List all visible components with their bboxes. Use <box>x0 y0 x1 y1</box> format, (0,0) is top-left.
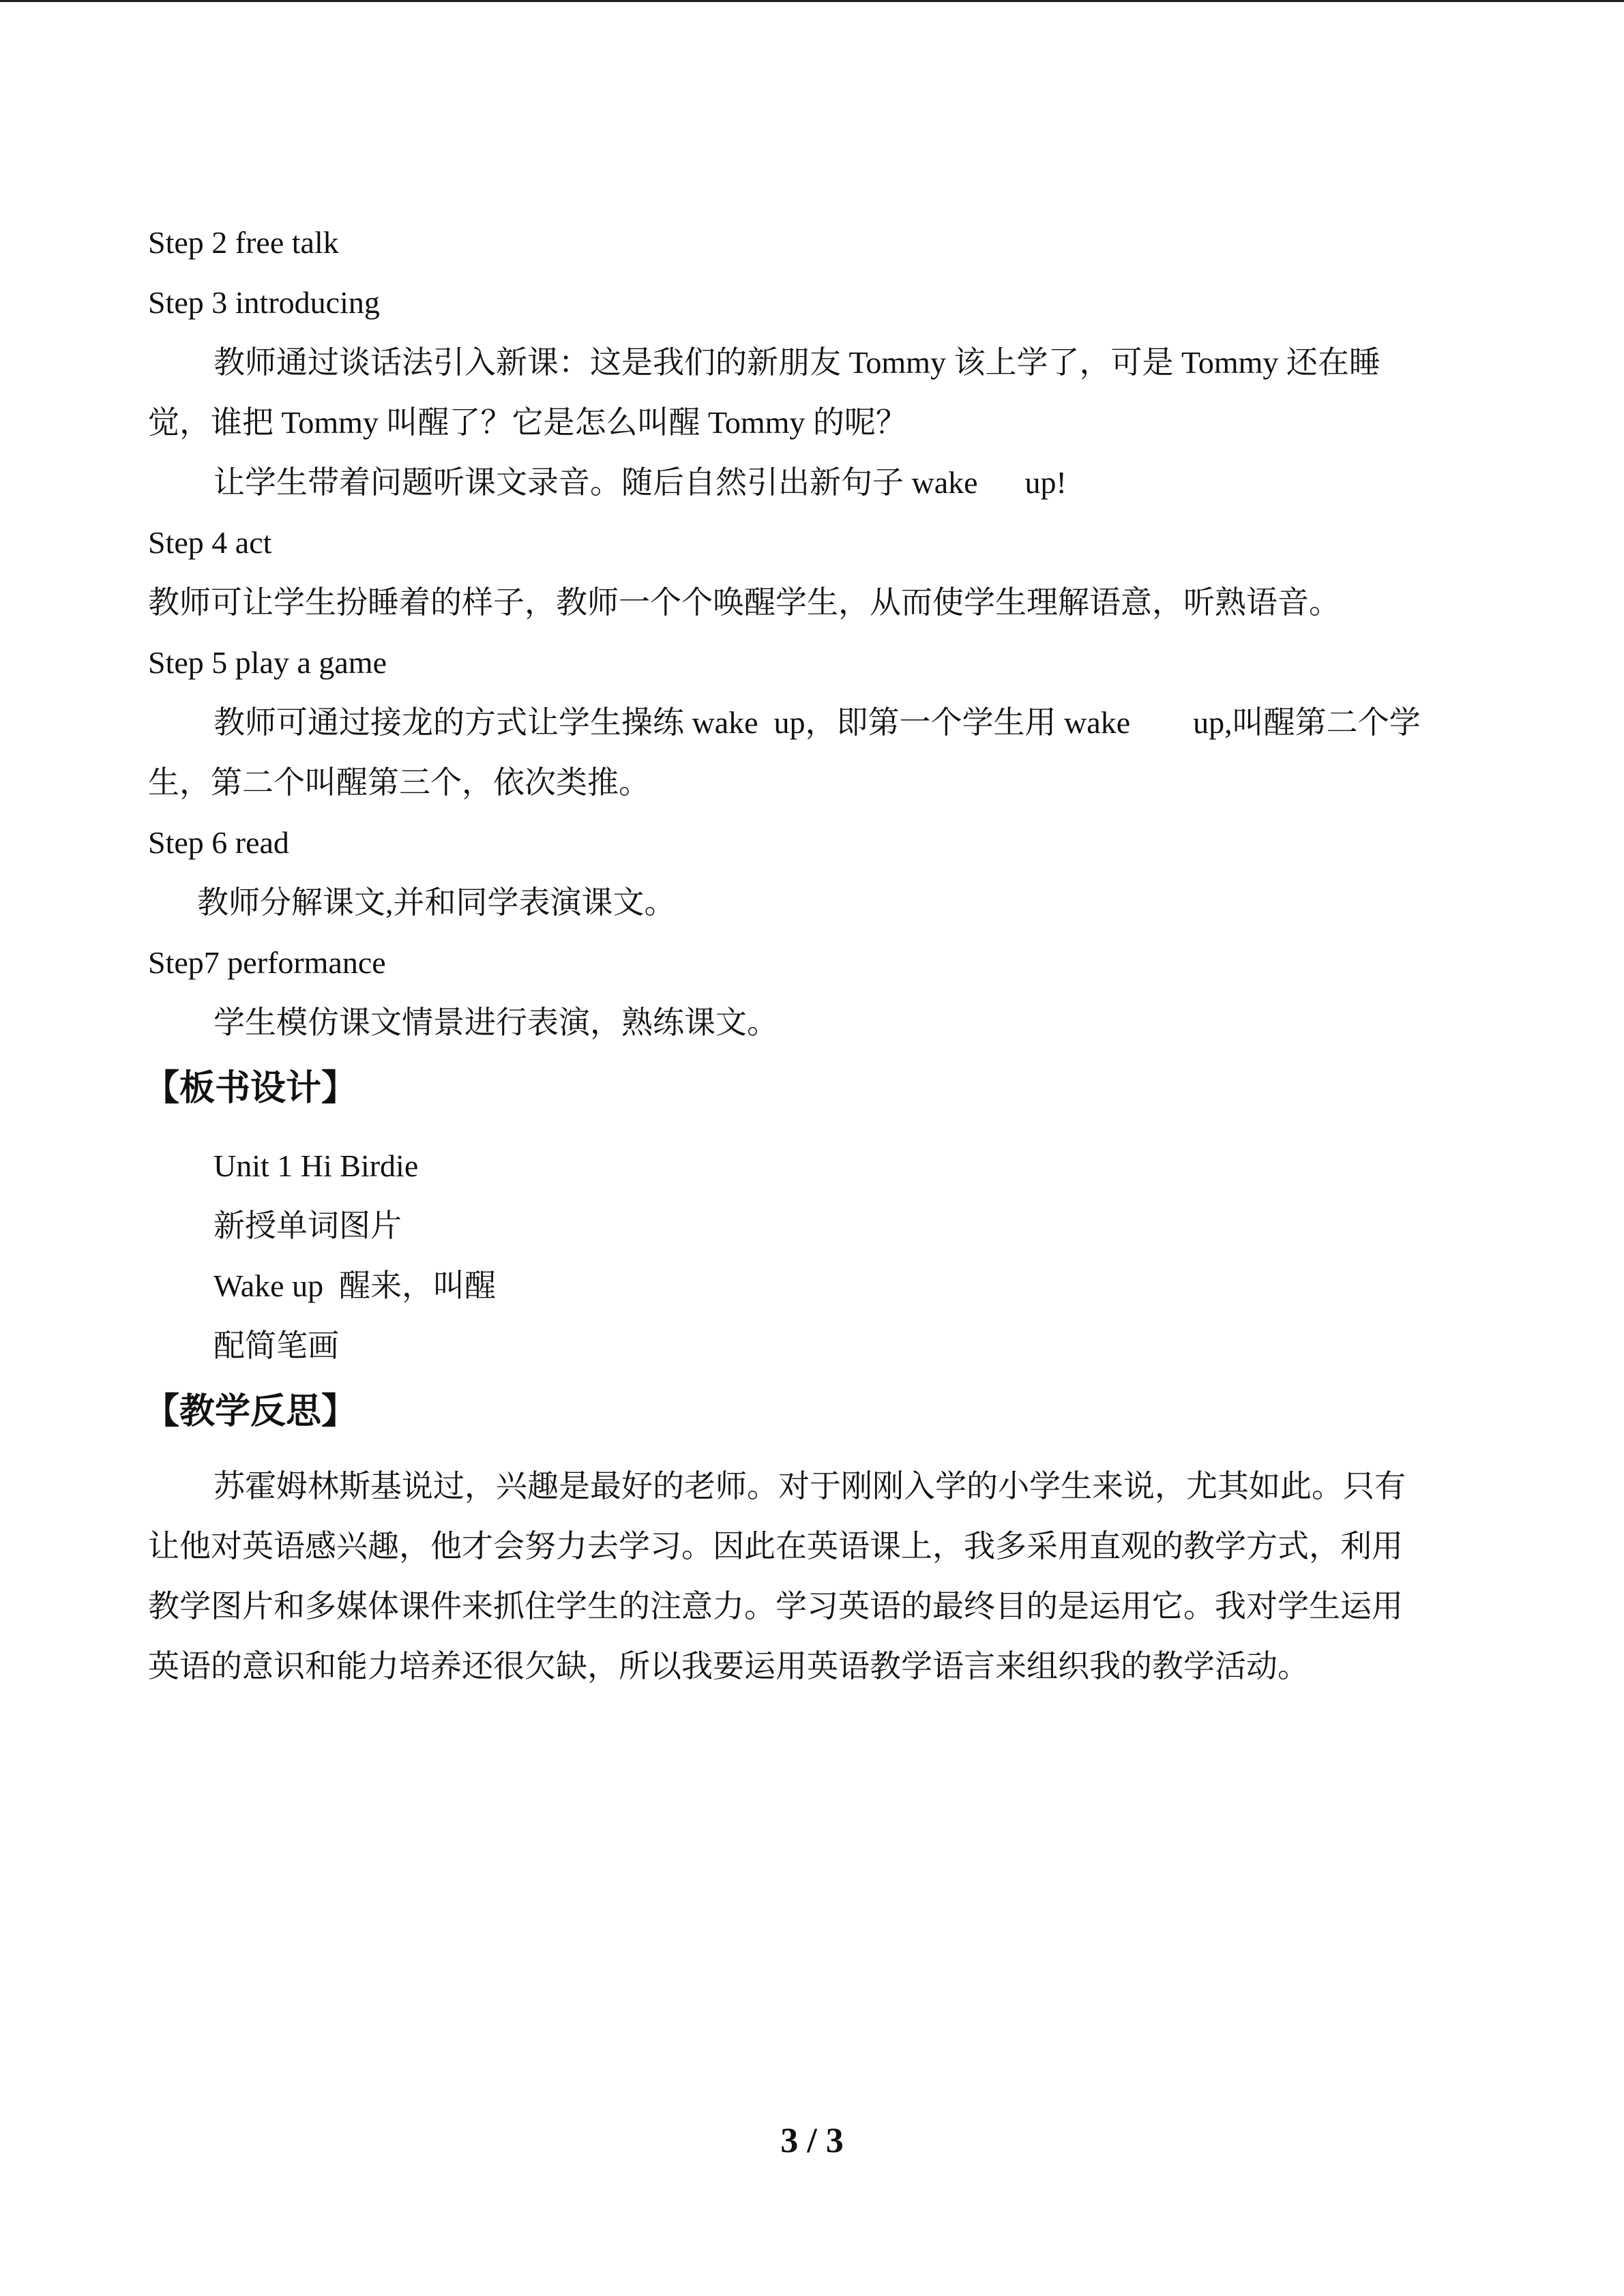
board-design-line2: 新授单词图片 <box>213 1208 402 1243</box>
reflection-line2: 让他对英语感兴趣，他才会努力去学习。因此在英语课上，我多采用直观的教学方式，利用 <box>148 1529 1403 1564</box>
reflection-line4: 英语的意识和能力培养还很欠缺，所以我要运用英语教学语言来组织我的教学活动。 <box>148 1649 1309 1684</box>
top-border-rule <box>0 0 1624 2</box>
step7-title: Step7 performance <box>148 945 386 980</box>
step6-paragraph: 教师分解课文,并和同学表演课文。 <box>197 885 676 920</box>
document-body <box>144 213 1485 1697</box>
step4-title: Step 4 act <box>148 525 272 560</box>
step3-paragraph-line1: 教师通过谈话法引入新课：这是我们的新朋友 Tommy 该上学了，可是 Tommy 还在睡 <box>213 345 1381 380</box>
step5-paragraph-line1: 教师可通过接龙的方式让学生操练 wake up，即第一个学生用 wake up,叫醒第二个学 <box>213 705 1421 740</box>
step3-paragraph-line2: 觉，谁把 Tommy 叫醒了？它是怎么叫醒 Tommy 的呢？ <box>148 405 907 440</box>
board-design-heading: 【板书设计】 <box>144 1068 357 1109</box>
board-design-line1: Unit 1 Hi Birdie <box>213 1148 419 1183</box>
board-design-line3: Wake up 醒来，叫醒 <box>213 1268 497 1303</box>
reflection-line1: 苏霍姆林斯基说过，兴趣是最好的老师。对于刚刚入学的小学生来说，尤其如此。只有 <box>213 1469 1406 1504</box>
step4-paragraph: 教师可让学生扮睡着的样子，教师一个个唤醒学生，从而使学生理解语意，听熟语音。 <box>148 585 1340 620</box>
board-design-line4: 配简笔画 <box>213 1328 339 1363</box>
step3-paragraph-line3: 让学生带着问题听课文录音。随后自然引出新句子 wake up! <box>213 465 1067 500</box>
step5-paragraph-line2: 生，第二个叫醒第三个，依次类推。 <box>148 765 650 800</box>
page-number: 3 / 3 <box>780 2121 844 2160</box>
step2-title: Step 2 free talk <box>148 225 339 260</box>
reflection-heading: 【教学反思】 <box>144 1391 357 1432</box>
step7-paragraph: 学生模仿课文情景进行表演，熟练课文。 <box>213 1005 778 1040</box>
step3-title: Step 3 introducing <box>148 285 380 320</box>
reflection-line3: 教学图片和多媒体课件来抓住学生的注意力。学习英语的最终目的是运用它。我对学生运用 <box>148 1589 1403 1624</box>
step5-title: Step 5 play a game <box>148 645 387 680</box>
step6-title: Step 6 read <box>148 825 289 860</box>
